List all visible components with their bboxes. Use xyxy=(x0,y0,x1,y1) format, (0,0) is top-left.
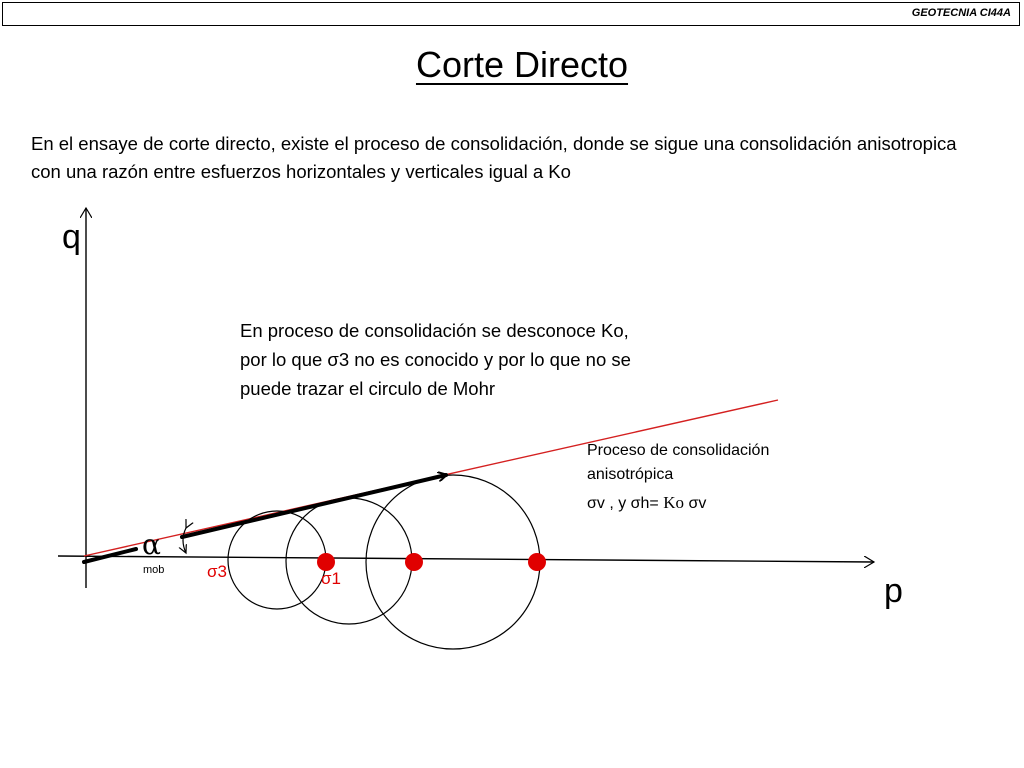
alpha-angle-arc xyxy=(183,528,186,553)
q-axis-label: q xyxy=(62,218,81,256)
formula-ko: Ko xyxy=(663,493,684,512)
sigma3-label: σ3 xyxy=(207,562,227,581)
intro-paragraph: En el ensaye de corte directo, existe el proceso de consolidación, donde se sigue una consolidación anisotropica con una razón entre esfuerzos horizontales y verticales igual a Ko xyxy=(31,133,957,182)
page-title: Corte Directo xyxy=(415,44,629,85)
course-label: GEOTECNIA CI44A xyxy=(911,7,1011,19)
p-axis-label: p xyxy=(884,572,903,610)
formula-part-1: σv , y σh= xyxy=(587,495,664,512)
consolidation-note: En proceso de consolidación se desconoce Ko, por lo que σ3 no es conocido y por lo que no se puede trazar el circulo de Mohr xyxy=(240,320,631,399)
alpha-symbol: α xyxy=(142,528,161,561)
mohr-circle-small xyxy=(228,511,326,609)
consolidation-path-short xyxy=(84,549,136,562)
stress-formula xyxy=(587,491,787,516)
process-annotation xyxy=(587,439,787,516)
sigma1-label: σ1 xyxy=(321,569,341,588)
mohr-circle-medium xyxy=(286,498,412,624)
p-axis xyxy=(58,556,874,562)
process-label: Proceso de consolidación anisotrópica xyxy=(587,442,770,483)
formula-part-2: σv xyxy=(684,495,707,512)
mohr-circle-large xyxy=(366,475,540,649)
stress-point-2 xyxy=(405,553,423,571)
stress-point-3 xyxy=(528,553,546,571)
alpha-subscript-mob: mob xyxy=(143,564,165,576)
